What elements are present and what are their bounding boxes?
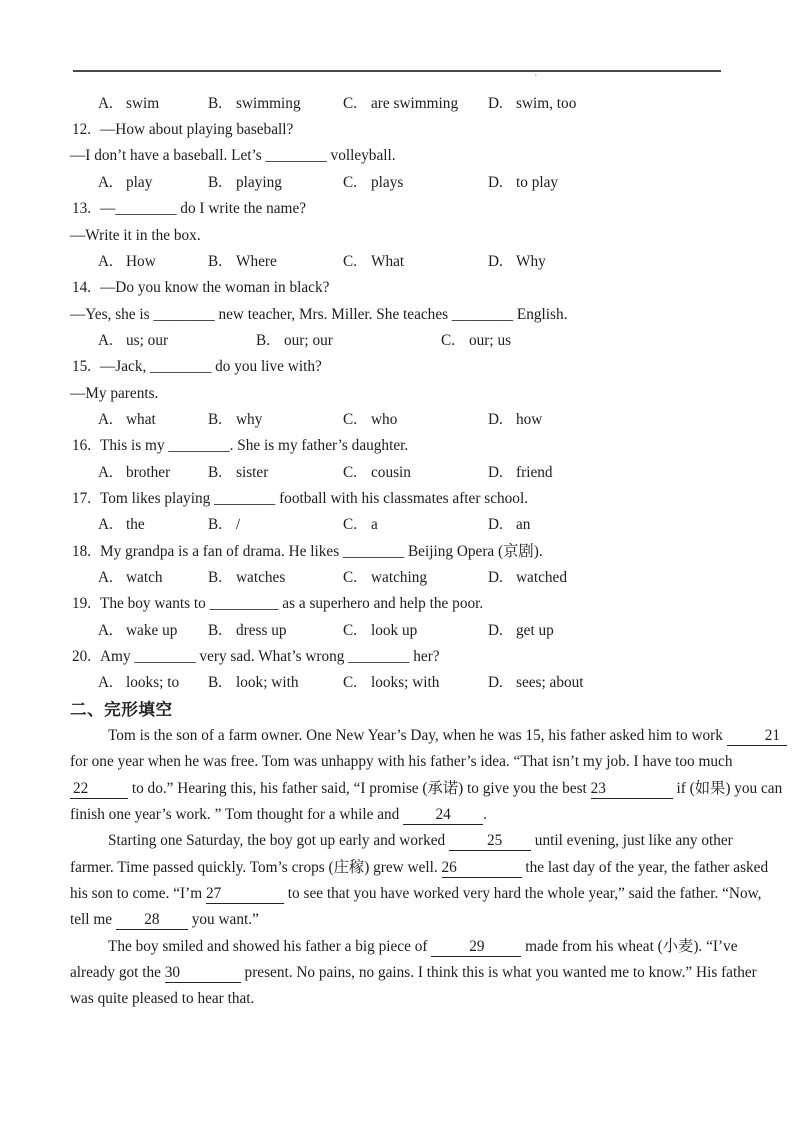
question-number: 12. (72, 121, 92, 139)
option-row (70, 618, 725, 644)
option-D (488, 670, 584, 696)
option-text: watching (371, 568, 428, 586)
question-text: —________ do I write the name? (100, 200, 307, 218)
option-label: B. (208, 94, 223, 112)
cloze-blank-23 (591, 780, 673, 799)
passage-line (70, 749, 733, 775)
option-A (98, 512, 145, 538)
option-label: A. (98, 674, 113, 692)
option-text: watch (126, 568, 163, 586)
option-text: our; our (284, 331, 333, 349)
option-C (343, 618, 417, 644)
option-label: B. (208, 621, 223, 639)
passage-line (70, 828, 733, 854)
option-row (70, 460, 725, 486)
passage-text: present. No pains, no gains. I think this is what you wanted me to know.” His father (240, 964, 757, 982)
cloze-number: 29 (469, 937, 485, 955)
option-B (208, 170, 282, 196)
option-label: B. (208, 410, 223, 428)
passage-text: to see that you have worked very hard the whole year,” said the father. “Now, (283, 885, 762, 903)
cloze-number: 26 (441, 858, 457, 876)
passage-line (70, 855, 769, 881)
option-label: D. (488, 94, 503, 112)
passage-text: for one year when he was free. Tom was unhappy with his father’s idea. “That isn’t my job. I have too much (70, 753, 733, 771)
option-label: A. (98, 410, 113, 428)
option-B (208, 565, 285, 591)
question-stem (70, 117, 725, 143)
option-B (208, 512, 240, 538)
option-label: A. (98, 94, 113, 112)
passage-text: to do.” Hearing this, his father said, “I promise (承诺) to give you the best (128, 779, 591, 797)
question-text: Amy ________ very sad. What’s wrong ________ her? (100, 648, 440, 666)
option-label: A. (98, 516, 113, 534)
option-label: C. (343, 173, 358, 191)
stray-scan-mark: ' (535, 73, 537, 84)
option-label: C. (343, 463, 358, 481)
passage-text: the last day of the year, the father asked (521, 858, 769, 876)
option-label: D. (488, 252, 503, 270)
option-row (70, 170, 725, 196)
question-stem (70, 644, 725, 670)
passage-text: you want.” (187, 911, 259, 929)
option-A (98, 670, 179, 696)
option-text: wake up (126, 621, 178, 639)
exam-content (70, 91, 783, 1013)
cloze-blank-25 (449, 832, 531, 851)
option-text: Why (516, 252, 546, 270)
option-B (208, 249, 277, 275)
option-C (343, 565, 427, 591)
option-label: A. (98, 173, 113, 191)
passage-line (70, 881, 762, 907)
passage-line (70, 776, 783, 802)
option-B (256, 328, 333, 354)
option-text: watched (516, 568, 567, 586)
passage-line (70, 960, 757, 986)
option-text: friend (516, 463, 553, 481)
option-A (98, 328, 168, 354)
option-text: who (371, 410, 398, 428)
cloze-blank-21 (727, 727, 787, 746)
option-label: B. (208, 173, 223, 191)
question-number: 15. (72, 358, 92, 376)
question-text: —Do you know the woman in black? (100, 279, 330, 297)
option-C (343, 407, 397, 433)
option-B (208, 670, 298, 696)
option-D (488, 249, 546, 275)
option-D (488, 460, 553, 486)
question-number: 17. (72, 489, 92, 507)
option-text: get up (516, 621, 554, 639)
question-stem (70, 486, 725, 512)
cloze-blank-29 (431, 938, 521, 957)
cloze-blank-22 (70, 780, 128, 799)
option-label: C. (343, 94, 358, 112)
question-text: My grandpa is a fan of drama. He likes ________ Beijing Opera (京剧). (100, 542, 543, 560)
option-text: playing (236, 173, 282, 191)
question-text: —How about playing baseball? (100, 121, 294, 139)
option-D (488, 512, 530, 538)
dialogue-line: —Yes, she is ________ new teacher, Mrs. Miller. She teaches ________ English. (70, 305, 568, 323)
question-stem (70, 196, 725, 222)
passage-line (70, 723, 781, 749)
option-text: plays (371, 173, 404, 191)
question-stem (70, 354, 725, 380)
question-number: 19. (72, 595, 92, 613)
dialogue-line: —Write it in the box. (70, 226, 201, 244)
option-A (98, 170, 152, 196)
option-C (343, 512, 378, 538)
option-D (488, 91, 576, 117)
question-text: The boy wants to _________ as a superhero and help the poor. (100, 595, 484, 613)
option-B (208, 407, 262, 433)
option-C (343, 91, 458, 117)
option-label: B. (208, 463, 223, 481)
question-number: 20. (72, 648, 92, 666)
passage-line (70, 802, 725, 828)
option-text: how (516, 410, 543, 428)
passage-text: . (483, 806, 487, 824)
option-text: to play (516, 173, 559, 191)
question-stem (70, 433, 725, 459)
passage-text: was quite pleased to hear that. (70, 990, 255, 1008)
cloze-blank-26 (442, 859, 522, 878)
passage-line (70, 986, 725, 1012)
option-text: an (516, 516, 531, 534)
option-text: the (126, 516, 145, 534)
option-D (488, 407, 542, 433)
option-C (343, 460, 411, 486)
dialogue-line: —My parents. (70, 384, 159, 402)
option-label: A. (98, 252, 113, 270)
option-text: why (236, 410, 263, 428)
passage-text: already got the (70, 964, 165, 982)
option-label: A. (98, 331, 113, 349)
cloze-number: 27 (205, 885, 222, 903)
option-label: D. (488, 173, 503, 191)
option-C (441, 328, 511, 354)
passage-text: finish one year’s work. ” Tom thought for a while and (70, 806, 404, 824)
option-label: A. (98, 463, 113, 481)
option-label: D. (488, 516, 503, 534)
question-text: Tom likes playing ________ football with his classmates after school. (100, 489, 529, 507)
dialogue-line: —I don’t have a baseball. Let’s ________ volleyball. (70, 147, 396, 165)
option-text: a (371, 516, 378, 534)
option-A (98, 249, 156, 275)
passage-text: The boy smiled and showed his father a big piece of (108, 937, 432, 955)
option-label: B. (208, 252, 223, 270)
option-text: swim, too (516, 94, 577, 112)
option-text: watches (236, 568, 286, 586)
option-C (343, 249, 404, 275)
option-label: C. (343, 516, 358, 534)
cloze-number: 28 (144, 911, 160, 929)
option-label: D. (488, 621, 503, 639)
option-text: sees; about (516, 674, 584, 692)
cloze-blank-28 (116, 911, 188, 930)
option-text: play (126, 173, 153, 191)
option-D (488, 618, 554, 644)
question-stem (70, 591, 725, 617)
option-B (208, 460, 268, 486)
option-text: brother (126, 463, 171, 481)
option-label: D. (488, 674, 503, 692)
option-C (343, 670, 439, 696)
option-label: B. (208, 568, 223, 586)
option-text: look; with (236, 674, 299, 692)
option-label: C. (343, 568, 358, 586)
option-text: dress up (236, 621, 287, 639)
cloze-number: 22 (73, 779, 89, 797)
option-text: look up (371, 621, 418, 639)
option-A (98, 565, 163, 591)
option-label: C. (343, 674, 358, 692)
option-text: what (126, 410, 156, 428)
option-text: swimming (236, 94, 301, 112)
option-B (208, 618, 287, 644)
option-row (70, 328, 725, 354)
option-D (488, 170, 558, 196)
option-label: C. (441, 331, 456, 349)
option-label: D. (488, 568, 503, 586)
cloze-number: 30 (164, 964, 181, 982)
passage-text: tell me (70, 911, 116, 929)
passage-text: Starting one Saturday, the boy got up early and worked (108, 832, 449, 850)
option-label: A. (98, 621, 113, 639)
option-A (98, 407, 156, 433)
option-row (70, 249, 725, 275)
passage-text: Tom is the son of a farm owner. One New Year’s Day, when he was 15, his father asked him to work (108, 727, 727, 745)
option-row (70, 407, 725, 433)
cloze-blank-24 (403, 806, 483, 825)
section-title-cloze: 二、完形填空 (70, 699, 173, 719)
option-label: C. (343, 621, 358, 639)
option-C (343, 170, 403, 196)
cloze-number: 23 (590, 779, 606, 797)
option-text: looks; with (371, 674, 440, 692)
option-label: D. (488, 410, 503, 428)
option-label: D. (488, 463, 503, 481)
cloze-number: 25 (486, 832, 503, 850)
question-number: 13. (72, 200, 92, 218)
cloze-blank-30 (165, 964, 241, 983)
option-label: A. (98, 568, 113, 586)
option-text: What (371, 252, 405, 270)
passage-text: made from his wheat (小麦). “I’ve (521, 937, 738, 955)
option-label: B. (208, 516, 223, 534)
passage-line (70, 934, 738, 960)
option-label: C. (343, 410, 358, 428)
option-text: / (236, 516, 241, 534)
option-text: us; our (126, 331, 169, 349)
option-row (70, 565, 725, 591)
question-stem (70, 275, 725, 301)
option-text: How (126, 252, 156, 270)
cloze-number: 24 (435, 806, 451, 824)
option-A (98, 618, 177, 644)
option-text: looks; to (126, 674, 180, 692)
passage-text: his son to come. “I’m (70, 885, 206, 903)
option-text: Where (236, 252, 277, 270)
option-D (488, 565, 567, 591)
passage-line (70, 907, 725, 933)
question-stem (70, 539, 725, 565)
option-row (70, 512, 725, 538)
option-text: are swimming (371, 94, 459, 112)
option-label: B. (208, 674, 223, 692)
question-number: 16. (72, 437, 92, 455)
option-label: B. (256, 331, 271, 349)
option-B (208, 91, 301, 117)
option-text: our; us (469, 331, 512, 349)
option-label: C. (343, 252, 358, 270)
option-text: swim (126, 94, 160, 112)
option-A (98, 460, 170, 486)
question-number: 18. (72, 542, 92, 560)
option-text: cousin (371, 463, 411, 481)
passage-text: until evening, just like any other (530, 832, 733, 850)
passage-text: if (如果) you can (672, 779, 783, 797)
cloze-number: 21 (764, 727, 781, 745)
question-number: 14. (72, 279, 92, 297)
passage-text: farmer. Time passed quickly. Tom’s crops (庄稼) grew well. (70, 858, 442, 876)
question-text: —Jack, ________ do you live with? (100, 358, 322, 376)
cloze-blank-27 (206, 885, 284, 904)
top-rule-divider (73, 70, 721, 72)
question-text: This is my ________. She is my father’s daughter. (100, 437, 409, 455)
option-A (98, 91, 159, 117)
option-row (70, 91, 725, 117)
option-text: sister (236, 463, 269, 481)
option-row (70, 670, 725, 696)
